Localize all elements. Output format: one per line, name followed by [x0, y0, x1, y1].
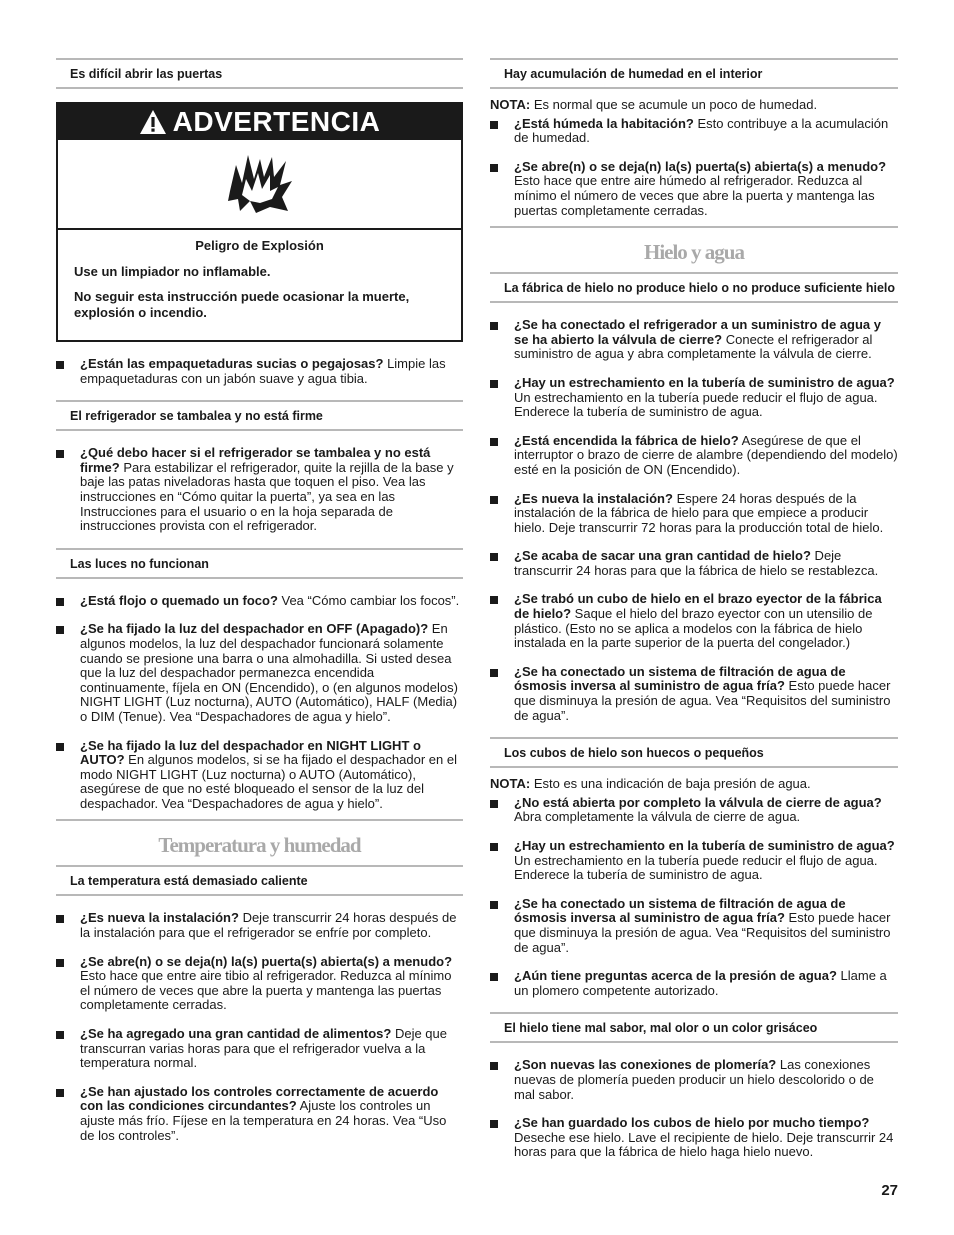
section-heading: Las luces no funcionan [56, 548, 463, 579]
item-question: ¿Se ha fijado la luz del despachador en OFF (Apagado)? [80, 621, 429, 637]
list-item [490, 796, 898, 825]
bullet-square-icon [490, 1120, 498, 1128]
item-question: ¿Se trabó un cubo de hielo en el brazo eyector de la fábrica de hielo? [514, 591, 882, 622]
item-question: ¿Se ha conectado un sistema de filtración de agua de ósmosis inversa al suministro de agua fría? [514, 895, 846, 926]
warning-title: ADVERTENCIA [172, 106, 381, 137]
item-question: ¿Está encendida la fábrica de hielo? [514, 432, 739, 448]
list-item [490, 492, 898, 536]
item-question: ¿Está húmeda la habitación? [514, 115, 694, 131]
section-heading: El refrigerador se tambalea y no está firme [56, 400, 463, 431]
left-column [56, 58, 463, 1143]
bullet-square-icon [490, 669, 498, 677]
item-text: En algunos modelos, si se ha fijado el despachador en el modo NIGHT LIGHT (Luz nocturna) o AUTO (Automático), asegúrese de que no esté bloqueado el sensor de la luz del despachador. Vea “Despachadores de agua y hielo”. [80, 752, 457, 811]
list-item [490, 969, 898, 998]
item-text: Conecte el refrigerador al suministro de agua y abra completamente la válvula de cierre. [514, 331, 873, 362]
item-question: ¿Hay un estrechamiento en la tubería de suministro de agua? [514, 838, 895, 853]
item-question: ¿Se ha conectado un sistema de filtración de agua de ósmosis inversa al suministro de agua fría? [514, 663, 846, 694]
item-text: En algunos modelos, la luz del despachador funcionará solamente cuando se presione una barra o una almohadilla. Si usted desea que la luz del despachador permanezca encendida continuamente, fíjela en ON (Encendido), o (en algunos modelos) NIGHT LIGHT (Luz nocturna), AUTO (Automático), HALF (Media) o DIM (Tenue). Vea “Despachadores de agua y hielo”. [80, 621, 458, 724]
bullet-square-icon [490, 596, 498, 604]
bullet-square-icon [56, 915, 64, 923]
warning-body [58, 230, 461, 340]
item-question: ¿Es nueva la instalación? [514, 490, 673, 506]
section-heading: Los cubos de hielo son huecos o pequeños [490, 737, 898, 768]
list-item [490, 318, 898, 362]
list-item [490, 665, 898, 723]
item-text: Ajuste los controles un ajuste más frío. Fíjese en la temperatura en 24 horas. Vea “Uso de los controles”. [80, 1098, 447, 1143]
bullet-square-icon [56, 598, 64, 606]
page-number: 27 [881, 1182, 898, 1199]
list-item [490, 160, 898, 218]
bullet-square-icon [56, 361, 64, 369]
section-heading: Hay acumulación de humedad en el interior [490, 58, 898, 89]
warning-icon-area [58, 140, 461, 230]
list-item [490, 434, 898, 478]
list-item [56, 1027, 463, 1071]
item-text: Esto puede hacer que disminuya la presión de agua. Vea “Requisitos del suministro de agua”. [514, 910, 891, 955]
list-item [490, 376, 898, 420]
bullet-square-icon [490, 973, 498, 981]
section-heading: Es difícil abrir las puertas [56, 58, 463, 89]
list-item [490, 117, 898, 146]
list-item [56, 1085, 463, 1143]
section-heading: El hielo tiene mal sabor, mal olor o un color grisáceo [490, 1012, 898, 1043]
note-text: Es normal que se acumule un poco de humedad. [530, 97, 818, 112]
bullet-square-icon [490, 843, 498, 851]
item-question: ¿Se han guardado los cubos de hielo por mucho tiempo? [514, 1115, 870, 1131]
bullet-square-icon [56, 626, 64, 634]
item-text: Llame a un plomero competente autorizado. [514, 968, 887, 998]
bullet-square-icon [490, 901, 498, 909]
bullet-square-icon [490, 1062, 498, 1070]
list-item [56, 911, 463, 940]
note-label: NOTA: [490, 97, 531, 112]
item-text: Esto hace que entre aire húmedo al refrigerador. Reduzca al mínimo el número de veces que abre la puerta y mantenga las puertas completamente cerradas. [514, 173, 875, 218]
item-text: Un estrechamiento en la tubería puede reducir el flujo de agua. Enderece la tubería de suministro de agua. [514, 389, 878, 420]
item-question: ¿No está abierta por completo la válvula de cierre de agua? [514, 794, 882, 810]
bullet-square-icon [490, 438, 498, 446]
bullet-square-icon [490, 380, 498, 388]
item-question: ¿Son nuevas las conexiones de plomería? [514, 1057, 777, 1073]
warning-line: Use un limpiador no inflamable. [74, 264, 271, 279]
item-question: ¿Aún tiene preguntas acerca de la presión de agua? [514, 968, 837, 984]
item-question: ¿Qué debo hacer si el refrigerador se tambalea y no está firme? [80, 445, 431, 475]
bullet-square-icon [56, 743, 64, 751]
item-question: ¿Se abre(n) o se deja(n) la(s) puerta(s) abierta(s) a menudo? [80, 953, 453, 969]
item-text: Saque el hielo del brazo eyector con un utensilio de plástico. (Esto no se aplica a modelos con la fábrica de hielo instalada en la parte superior de la puerta del congelador.) [514, 606, 873, 651]
item-text: Deje transcurrir 24 horas después de la instalación para que el refrigerador se enfríe por completo. [80, 910, 457, 941]
bullet-square-icon [56, 450, 64, 458]
item-question: ¿Se han ajustado los controles correctamente de acuerdo con las condiciones circundantes? [80, 1083, 439, 1114]
warning-hazard: Peligro de Explosión [195, 238, 324, 253]
section-heading: La temperatura está demasiado caliente [56, 865, 463, 896]
item-question: ¿Se ha fijado la luz del despachador en NIGHT LIGHT o AUTO? [80, 737, 421, 768]
item-text: Asegúrese de que el interruptor o brazo de cierre de alambre (dependiendo del modelo) esté en la posición de ON (Encendido). [514, 432, 898, 477]
item-text: Las conexiones nuevas de plomería pueden producir un hielo descolorido o de mal sabor. [514, 1057, 874, 1102]
item-text: Vea “Cómo cambiar los focos”. [277, 592, 460, 608]
list-item [56, 955, 463, 1013]
warning-line: No seguir esta instrucción puede ocasionar la muerte, explosión o incendio. [74, 289, 410, 320]
list-item [490, 592, 898, 650]
list-item [490, 1116, 898, 1160]
item-question: ¿Se ha conectado el refrigerador a un suministro de agua y se ha abierto la válvula de cierre? [514, 317, 881, 347]
list-item [56, 594, 463, 609]
list-item [490, 1058, 898, 1102]
item-text: Deje que transcurran varias horas para que el refrigerador vuelva a la temperatura normal. [80, 1026, 447, 1071]
bullet-square-icon [490, 121, 498, 129]
right-column [490, 58, 898, 1160]
item-question: ¿Se acaba de sacar una gran cantidad de hielo? [514, 548, 811, 564]
list-item [490, 897, 898, 955]
item-text: Espere 24 horas después de la instalación de la fábrica de hielo para que empiece a producir hielo. Deje transcurrir 72 horas para la producción total de hielo. [514, 490, 884, 535]
item-text: Abra completamente la válvula de cierre de agua. [514, 809, 801, 825]
item-question: ¿Están las empaquetaduras sucias o pegajosas? [80, 356, 384, 371]
item-text: Esto puede hacer que disminuya la presión de agua. Vea “Requisitos del suministro de agua”. [514, 678, 891, 723]
explosion-icon [226, 151, 294, 217]
item-text: Esto hace que entre aire tibio al refrigerador. Reduzca al mínimo el número de veces que abre la puerta y mantenga las puertas completamente cerradas. [80, 968, 452, 1013]
warning-triangle-icon [139, 109, 167, 135]
section-heading: La fábrica de hielo no produce hielo o no produce suficiente hielo [490, 272, 898, 303]
bullet-square-icon [490, 553, 498, 561]
section-title: Temperatura y humedad [56, 819, 463, 865]
item-question: ¿Se abre(n) o se deja(n) la(s) puerta(s) abierta(s) a menudo? [514, 158, 887, 174]
bullet-square-icon [56, 1089, 64, 1097]
item-question: ¿Es nueva la instalación? [80, 910, 239, 926]
list-item [56, 446, 463, 534]
list-item [490, 839, 898, 883]
bullet-square-icon [56, 959, 64, 967]
note [490, 98, 898, 113]
warning-header [58, 104, 461, 140]
item-text: Esto contribuye a la acumulación de humedad. [514, 115, 889, 146]
item-text: Un estrechamiento en la tubería puede reducir el flujo de agua. Enderece la tubería de suministro de agua. [514, 852, 878, 883]
bullet-square-icon [56, 1031, 64, 1039]
list-item [56, 622, 463, 724]
note [490, 777, 898, 792]
bullet-square-icon [490, 496, 498, 504]
item-text: Limpie las empaquetaduras con un jabón suave y agua tibia. [80, 356, 446, 386]
list-item [56, 357, 463, 386]
note-text: Esto es una indicación de baja presión de agua. [530, 776, 811, 792]
item-question: ¿Se ha agregado una gran cantidad de alimentos? [80, 1026, 392, 1042]
item-question: ¿Hay un estrechamiento en la tubería de suministro de agua? [514, 374, 895, 390]
section-title: Hielo y agua [490, 226, 898, 272]
item-text: Para estabilizar el refrigerador, quite la rejilla de la base y baje las patas niveladoras hasta que toquen el piso. Vea las instrucciones en “Cómo quitar la puerta”, ya sea en las Instrucciones para el usuario o en la hoja separada de instrucciones provista con el refrigerador. [80, 459, 454, 534]
item-text: Deje transcurrir 24 horas para que la fábrica de hielo se restablezca. [514, 548, 879, 578]
bullet-square-icon [490, 164, 498, 172]
item-text: Deseche ese hielo. Lave el recipiente de hielo. Deje transcurrir 24 horas para que la fábrica de hielo haga hielo nuevo. [514, 1129, 894, 1160]
bullet-square-icon [490, 800, 498, 808]
list-item [56, 739, 463, 812]
bullet-square-icon [490, 322, 498, 330]
list-item [490, 549, 898, 578]
item-question: ¿Está flojo o quemado un foco? [80, 592, 278, 608]
note-label: NOTA: [490, 776, 531, 792]
warning-box [56, 102, 463, 342]
